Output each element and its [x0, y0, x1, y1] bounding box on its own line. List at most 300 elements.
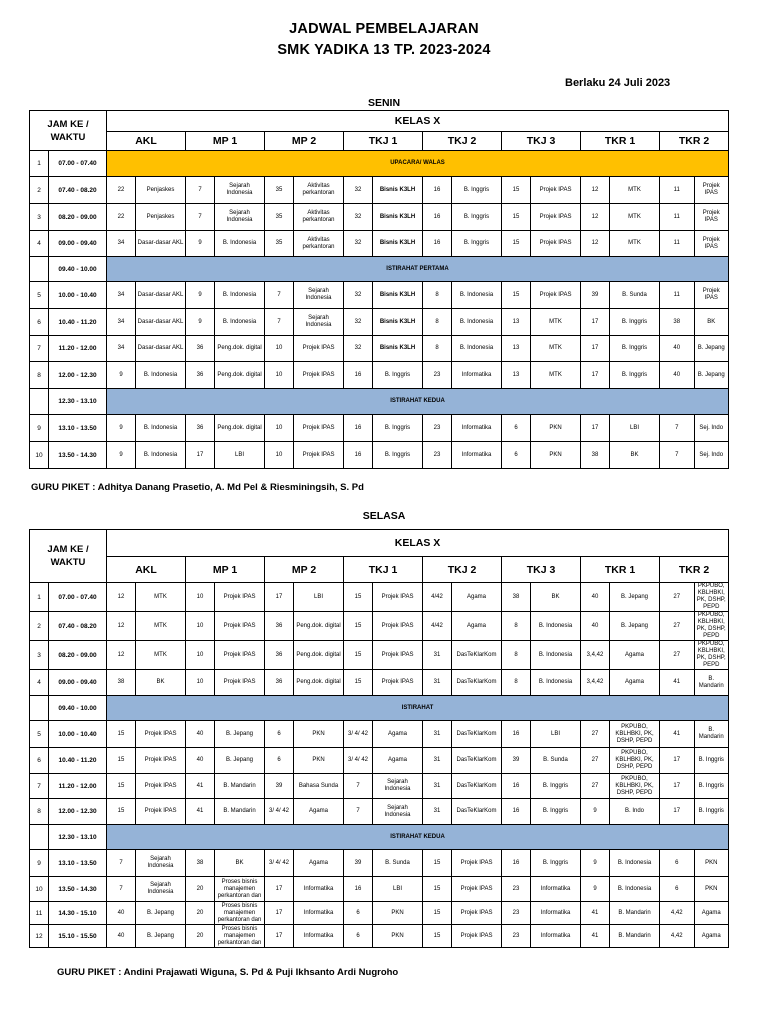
- subject-cell: B. Indonesia: [452, 282, 502, 309]
- teacher-code: 8: [423, 309, 452, 336]
- teacher-code: 7: [660, 442, 694, 469]
- subject-cell: B. Jepang: [694, 336, 729, 362]
- subject-cell: Aktivitas perkantoran: [294, 231, 344, 257]
- teacher-code: 15: [502, 177, 531, 204]
- teacher-code: 36: [186, 362, 215, 389]
- teacher-code: 34: [107, 336, 136, 362]
- teacher-code: 11: [660, 282, 694, 309]
- subject-cell: Bisnis K3LH: [373, 231, 423, 257]
- teacher-code: 20: [186, 925, 215, 948]
- teacher-code: 32: [344, 231, 373, 257]
- teacher-code: 7: [265, 309, 294, 336]
- teacher-code: 17: [581, 362, 610, 389]
- subject-cell: MTK: [610, 177, 660, 204]
- teacher-code: 9: [581, 799, 610, 825]
- subject-cell: Projek IPAS: [531, 282, 581, 309]
- period-number: 4: [30, 670, 49, 696]
- teacher-code: 27: [660, 612, 694, 641]
- break-row: [30, 151, 729, 177]
- subject-cell: Projek IPAS: [294, 362, 344, 389]
- teacher-code: 6: [265, 721, 294, 748]
- period-time: 09.00 - 09.40: [49, 670, 107, 696]
- period-time: 12.00 - 12.30: [49, 799, 107, 825]
- subject-cell: B. Indo: [610, 799, 660, 825]
- teacher-code: 15: [107, 774, 136, 799]
- subject-cell: Proses bisnis manajemen perkantoran dan: [215, 877, 265, 902]
- break-band: ISTIRAHAT: [107, 696, 729, 721]
- period-row: [30, 850, 729, 877]
- teacher-code: 41: [186, 774, 215, 799]
- subject-cell: B. Inggris: [452, 204, 502, 231]
- jam-ke-waktu-header: JAM KE / WAKTU: [30, 530, 107, 583]
- teacher-code: 15: [344, 612, 373, 641]
- teacher-code: 15: [502, 282, 531, 309]
- period-time: 07.40 - 08.20: [49, 177, 107, 204]
- class-column-header: TKR 2: [660, 557, 729, 583]
- teacher-code: 6: [502, 415, 531, 442]
- teacher-code: 12: [107, 583, 136, 612]
- teacher-code: 20: [186, 902, 215, 925]
- subject-cell: MTK: [610, 231, 660, 257]
- period-number: [30, 389, 49, 415]
- subject-cell: Informatika: [531, 877, 581, 902]
- subject-cell: Projek IPAS: [215, 583, 265, 612]
- teacher-code: 15: [423, 850, 452, 877]
- teacher-code: 17: [265, 902, 294, 925]
- teacher-code: 4,42: [660, 925, 694, 948]
- teacher-code: 17: [581, 309, 610, 336]
- teacher-code: 38: [660, 309, 694, 336]
- teacher-code: 39: [265, 774, 294, 799]
- teacher-code: 4/42: [423, 612, 452, 641]
- period-number: [30, 257, 49, 282]
- subject-cell: Bisnis K3LH: [373, 336, 423, 362]
- teacher-code: 11: [660, 177, 694, 204]
- teacher-code: 17: [581, 336, 610, 362]
- teacher-code: 10: [265, 442, 294, 469]
- teacher-code: 40: [186, 748, 215, 774]
- period-time: 12.30 - 13.10: [49, 825, 107, 850]
- subject-cell: Sejarah Indonesia: [373, 774, 423, 799]
- subject-cell: Projek IPAS: [452, 850, 502, 877]
- teacher-code: 32: [344, 336, 373, 362]
- subject-cell: Peng.dok. digital: [294, 641, 344, 670]
- teacher-code: 7: [107, 877, 136, 902]
- period-row: [30, 902, 729, 925]
- teacher-code: 31: [423, 670, 452, 696]
- subject-cell: Projek IPAS: [294, 336, 344, 362]
- period-time: 11.20 - 12.00: [49, 336, 107, 362]
- teacher-code: 15: [423, 902, 452, 925]
- class-column-header: MP 2: [265, 132, 344, 151]
- teacher-code: 12: [581, 177, 610, 204]
- period-number: [30, 825, 49, 850]
- subject-cell: PKN: [694, 850, 729, 877]
- class-column-header: MP 1: [186, 132, 265, 151]
- period-time: 07.00 - 07.40: [49, 583, 107, 612]
- teacher-code: 10: [186, 670, 215, 696]
- teacher-code: 15: [107, 721, 136, 748]
- senin-schedule-table: [29, 110, 729, 469]
- subject-cell: LBI: [531, 721, 581, 748]
- period-row: [30, 748, 729, 774]
- subject-cell: Sejarah Indonesia: [294, 309, 344, 336]
- period-time: 11.20 - 12.00: [49, 774, 107, 799]
- subject-cell: B. Jepang: [610, 583, 660, 612]
- teacher-code: 10: [186, 583, 215, 612]
- class-column-header: AKL: [107, 557, 186, 583]
- subject-cell: MTK: [136, 612, 186, 641]
- subject-cell: B. Inggris: [610, 336, 660, 362]
- teacher-code: 22: [107, 177, 136, 204]
- subject-cell: Informatika: [294, 877, 344, 902]
- subject-cell: Bisnis K3LH: [373, 177, 423, 204]
- teacher-code: 34: [107, 231, 136, 257]
- subject-cell: Projek IPAS: [694, 177, 729, 204]
- subject-cell: BK: [610, 442, 660, 469]
- subject-cell: Dasar-dasar AKL: [136, 309, 186, 336]
- period-time: 10.00 - 10.40: [49, 721, 107, 748]
- teacher-code: 15: [344, 670, 373, 696]
- teacher-code: 31: [423, 774, 452, 799]
- teacher-code: 7: [186, 177, 215, 204]
- teacher-code: 31: [423, 799, 452, 825]
- period-time: 10.40 - 11.20: [49, 748, 107, 774]
- subject-cell: Projek IPAS: [531, 177, 581, 204]
- class-column-header: TKR 1: [581, 132, 660, 151]
- teacher-code: 15: [502, 204, 531, 231]
- teacher-code: 36: [265, 612, 294, 641]
- guru-piket-selasa: GURU PIKET : Andini Prajawati Wiguna, S. Pd & Puji Ikhsanto Ardi Nugroho: [57, 967, 399, 978]
- subject-cell: Informatika: [294, 925, 344, 948]
- subject-cell: Peng.dok. digital: [215, 415, 265, 442]
- selasa-schedule-table: [29, 529, 729, 948]
- teacher-code: 6: [502, 442, 531, 469]
- subject-cell: B. Mandarin: [694, 670, 729, 696]
- teacher-code: 9: [107, 415, 136, 442]
- day-label-senin: SENIN: [367, 97, 401, 109]
- class-header-row: [30, 557, 729, 583]
- subject-cell: Aktivitas perkantoran: [294, 204, 344, 231]
- subject-cell: Penjaskes: [136, 177, 186, 204]
- subject-cell: DasTeKlarKom: [452, 799, 502, 825]
- teacher-code: 38: [581, 442, 610, 469]
- period-time: 12.00 - 12.30: [49, 362, 107, 389]
- teacher-code: 35: [265, 204, 294, 231]
- class-column-header: TKR 1: [581, 557, 660, 583]
- teacher-code: 11: [660, 231, 694, 257]
- teacher-code: 16: [344, 877, 373, 902]
- subject-cell: Peng.dok. digital: [215, 336, 265, 362]
- subject-cell: Aktivitas perkantoran: [294, 177, 344, 204]
- subject-cell: B. Jepang: [610, 612, 660, 641]
- period-row: [30, 774, 729, 799]
- subject-cell: B. Inggris: [694, 799, 729, 825]
- subject-cell: Projek IPAS: [452, 902, 502, 925]
- period-number: 3: [30, 641, 49, 670]
- kelas-header: KELAS X: [107, 111, 729, 132]
- subject-cell: PKN: [694, 877, 729, 902]
- teacher-code: 8: [502, 670, 531, 696]
- teacher-code: 40: [660, 336, 694, 362]
- teacher-code: 6: [660, 877, 694, 902]
- period-number: 8: [30, 362, 49, 389]
- teacher-code: 3,4,42: [581, 670, 610, 696]
- subject-cell: Bisnis K3LH: [373, 309, 423, 336]
- teacher-code: 41: [660, 670, 694, 696]
- subject-cell: B. Sunda: [373, 850, 423, 877]
- teacher-code: 38: [107, 670, 136, 696]
- teacher-code: 40: [660, 362, 694, 389]
- class-column-header: AKL: [107, 132, 186, 151]
- teacher-code: 40: [107, 902, 136, 925]
- teacher-code: 17: [660, 748, 694, 774]
- period-row: [30, 362, 729, 389]
- subject-cell: MTK: [136, 641, 186, 670]
- subject-cell: Informatika: [531, 902, 581, 925]
- period-number: 3: [30, 204, 49, 231]
- subject-cell: B. Jepang: [215, 748, 265, 774]
- subject-cell: B. Jepang: [215, 721, 265, 748]
- teacher-code: 32: [344, 309, 373, 336]
- period-time: 07.00 - 07.40: [49, 151, 107, 177]
- subject-cell: LBI: [610, 415, 660, 442]
- subject-cell: Informatika: [452, 415, 502, 442]
- teacher-code: 31: [423, 641, 452, 670]
- teacher-code: 16: [344, 442, 373, 469]
- teacher-code: 10: [265, 415, 294, 442]
- subject-cell: Sejarah Indonesia: [294, 282, 344, 309]
- subject-cell: Projek IPAS: [373, 641, 423, 670]
- class-column-header: TKJ 2: [423, 132, 502, 151]
- class-column-header: TKR 2: [660, 132, 729, 151]
- teacher-code: 7: [186, 204, 215, 231]
- teacher-code: 8: [423, 336, 452, 362]
- subject-cell: Dasar-dasar AKL: [136, 282, 186, 309]
- subject-cell: DasTeKlarKom: [452, 641, 502, 670]
- subject-cell: Agama: [294, 850, 344, 877]
- teacher-code: 17: [660, 799, 694, 825]
- break-row: [30, 825, 729, 850]
- teacher-code: 3/ 4/ 42: [265, 850, 294, 877]
- teacher-code: 9: [581, 877, 610, 902]
- teacher-code: 32: [344, 204, 373, 231]
- teacher-code: 15: [344, 641, 373, 670]
- teacher-code: 6: [660, 850, 694, 877]
- subject-cell: B. Jepang: [136, 902, 186, 925]
- teacher-code: 40: [107, 925, 136, 948]
- teacher-code: 7: [265, 282, 294, 309]
- subject-cell: PKPUBO, KBLHBKI, PK, DSHP, PEPD: [610, 774, 660, 799]
- teacher-code: 27: [581, 748, 610, 774]
- teacher-code: 9: [186, 231, 215, 257]
- subject-cell: LBI: [294, 583, 344, 612]
- period-time: 10.00 - 10.40: [49, 282, 107, 309]
- subject-cell: B. Inggris: [610, 362, 660, 389]
- subject-cell: Agama: [610, 641, 660, 670]
- subject-cell: Projek IPAS: [452, 877, 502, 902]
- subject-cell: DasTeKlarKom: [452, 721, 502, 748]
- subject-cell: Agama: [452, 612, 502, 641]
- teacher-code: 23: [423, 442, 452, 469]
- subject-cell: B. Mandarin: [215, 799, 265, 825]
- teacher-code: 23: [423, 415, 452, 442]
- subject-cell: B. Inggris: [531, 774, 581, 799]
- period-time: 12.30 - 13.10: [49, 389, 107, 415]
- subject-cell: MTK: [531, 336, 581, 362]
- teacher-code: 13: [502, 309, 531, 336]
- teacher-code: 34: [107, 309, 136, 336]
- period-number: 10: [30, 877, 49, 902]
- teacher-code: 38: [502, 583, 531, 612]
- class-column-header: TKJ 1: [344, 557, 423, 583]
- teacher-code: 7: [660, 415, 694, 442]
- period-number: 5: [30, 282, 49, 309]
- subject-cell: B. Inggris: [531, 799, 581, 825]
- subject-cell: B. Indonesia: [136, 415, 186, 442]
- period-row: [30, 177, 729, 204]
- teacher-code: 36: [186, 336, 215, 362]
- subject-cell: Projek IPAS: [294, 442, 344, 469]
- teacher-code: 20: [186, 877, 215, 902]
- subject-cell: Informatika: [452, 442, 502, 469]
- period-row: [30, 877, 729, 902]
- subject-cell: Sejarah Indonesia: [373, 799, 423, 825]
- period-row: [30, 670, 729, 696]
- teacher-code: 17: [660, 774, 694, 799]
- teacher-code: 23: [502, 902, 531, 925]
- subject-cell: Projek IPAS: [373, 612, 423, 641]
- teacher-code: 16: [502, 850, 531, 877]
- subject-cell: B. Indonesia: [531, 670, 581, 696]
- subject-cell: PKN: [373, 925, 423, 948]
- subject-cell: B. Inggris: [452, 177, 502, 204]
- period-number: 6: [30, 309, 49, 336]
- teacher-code: 11: [660, 204, 694, 231]
- break-band: ISTIRAHAT KEDUA: [107, 389, 729, 415]
- subject-cell: PKN: [294, 748, 344, 774]
- teacher-code: 8: [423, 282, 452, 309]
- break-band: ISTIRAHAT KEDUA: [107, 825, 729, 850]
- teacher-code: 10: [186, 641, 215, 670]
- teacher-code: 41: [581, 902, 610, 925]
- teacher-code: 39: [581, 282, 610, 309]
- teacher-code: 9: [107, 442, 136, 469]
- subject-cell: Sejarah Indonesia: [215, 204, 265, 231]
- subject-cell: Projek IPAS: [452, 925, 502, 948]
- break-band: UPACARA/ WALAS: [107, 151, 729, 177]
- subject-cell: Projek IPAS: [694, 282, 729, 309]
- subject-cell: B. Jepang: [136, 925, 186, 948]
- period-number: 2: [30, 177, 49, 204]
- subject-cell: Agama: [694, 902, 729, 925]
- teacher-code: 9: [186, 282, 215, 309]
- subject-cell: PKPUBO, KBLHBKI, PK, DSHP, PEPD: [610, 721, 660, 748]
- teacher-code: 9: [186, 309, 215, 336]
- teacher-code: 3/ 4/ 42: [344, 721, 373, 748]
- period-number: 4: [30, 231, 49, 257]
- subject-cell: B. Mandarin: [215, 774, 265, 799]
- subject-cell: Projek IPAS: [215, 612, 265, 641]
- subject-cell: B. Inggris: [531, 850, 581, 877]
- subject-cell: Sej. Indo: [694, 442, 729, 469]
- subject-cell: B. Inggris: [373, 442, 423, 469]
- teacher-code: 15: [502, 231, 531, 257]
- subject-cell: B. Mandarin: [610, 902, 660, 925]
- teacher-code: 3/ 4/ 42: [344, 748, 373, 774]
- subject-cell: B. Indonesia: [610, 850, 660, 877]
- teacher-code: 27: [660, 641, 694, 670]
- subject-cell: DasTeKlarKom: [452, 670, 502, 696]
- subject-cell: LBI: [373, 877, 423, 902]
- teacher-code: 17: [186, 442, 215, 469]
- subject-cell: B. Indonesia: [452, 336, 502, 362]
- teacher-code: 16: [423, 177, 452, 204]
- subject-cell: B. Mandarin: [694, 721, 729, 748]
- period-row: [30, 641, 729, 670]
- break-row: [30, 696, 729, 721]
- teacher-code: 17: [265, 877, 294, 902]
- teacher-code: 7: [344, 774, 373, 799]
- teacher-code: 13: [502, 362, 531, 389]
- subject-cell: Proses bisnis manajemen perkantoran dan: [215, 925, 265, 948]
- teacher-code: 41: [186, 799, 215, 825]
- teacher-code: 23: [502, 925, 531, 948]
- teacher-code: 35: [265, 177, 294, 204]
- period-row: [30, 204, 729, 231]
- teacher-code: 36: [265, 670, 294, 696]
- period-time: 07.40 - 08.20: [49, 612, 107, 641]
- teacher-code: 3,4,42: [581, 641, 610, 670]
- subject-cell: Sejarah Indonesia: [136, 850, 186, 877]
- teacher-code: 16: [344, 362, 373, 389]
- teacher-code: 16: [344, 415, 373, 442]
- subject-cell: B. Indonesia: [610, 877, 660, 902]
- period-number: 6: [30, 748, 49, 774]
- period-number: 11: [30, 902, 49, 925]
- period-time: 13.50 - 14.30: [49, 442, 107, 469]
- teacher-code: 32: [344, 177, 373, 204]
- period-row: [30, 309, 729, 336]
- teacher-code: 12: [107, 641, 136, 670]
- subject-cell: Peng.dok. digital: [294, 670, 344, 696]
- subject-cell: BK: [531, 583, 581, 612]
- subject-cell: Dasar-dasar AKL: [136, 231, 186, 257]
- period-time: 10.40 - 11.20: [49, 309, 107, 336]
- class-column-header: TKJ 2: [423, 557, 502, 583]
- teacher-code: 12: [581, 204, 610, 231]
- subject-cell: Bisnis K3LH: [373, 282, 423, 309]
- subject-cell: PKN: [531, 442, 581, 469]
- class-column-header: TKJ 3: [502, 132, 581, 151]
- teacher-code: 41: [581, 925, 610, 948]
- period-row: [30, 799, 729, 825]
- teacher-code: 27: [581, 721, 610, 748]
- class-column-header: TKJ 1: [344, 132, 423, 151]
- subject-cell: B. Indonesia: [136, 442, 186, 469]
- teacher-code: 15: [423, 877, 452, 902]
- jam-ke-waktu-header: JAM KE / WAKTU: [30, 111, 107, 151]
- teacher-code: 38: [186, 850, 215, 877]
- subject-cell: Bahasa Sunda: [294, 774, 344, 799]
- subject-cell: Peng.dok. digital: [294, 612, 344, 641]
- subject-cell: B. Jepang: [694, 362, 729, 389]
- subject-cell: Projek IPAS: [373, 583, 423, 612]
- subject-cell: DasTeKlarKom: [452, 774, 502, 799]
- teacher-code: 7: [107, 850, 136, 877]
- subject-cell: Agama: [610, 670, 660, 696]
- teacher-code: 27: [581, 774, 610, 799]
